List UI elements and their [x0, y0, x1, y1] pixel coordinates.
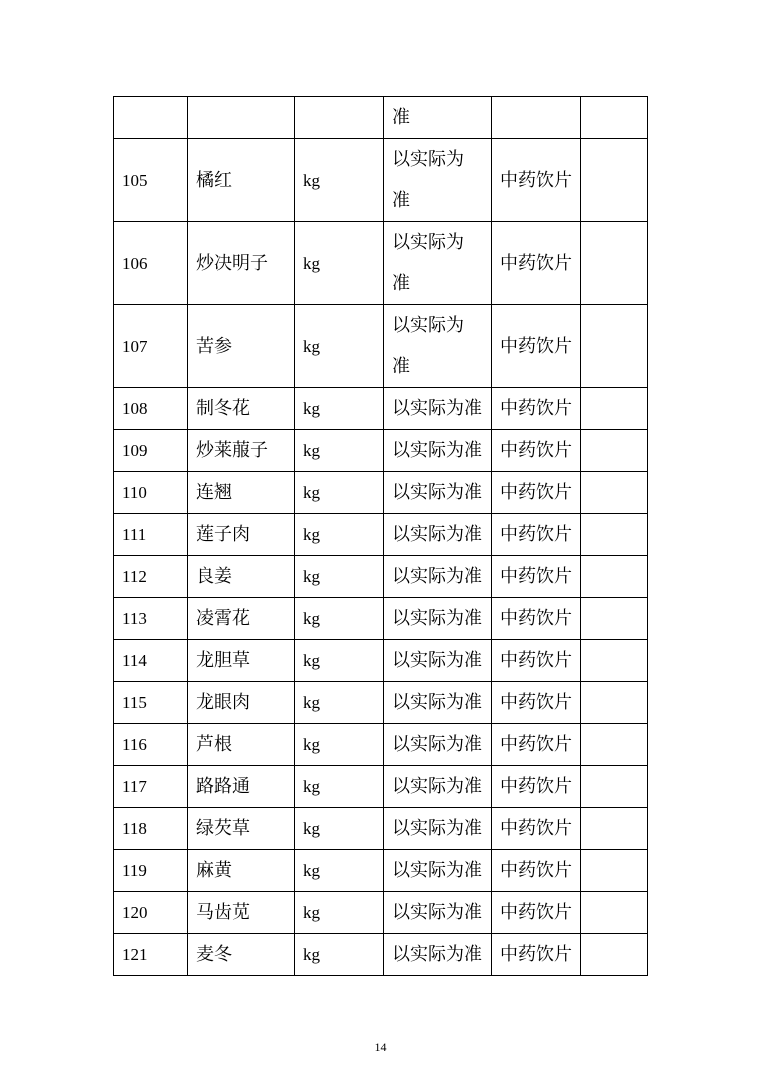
cell-category: 中药饮片: [492, 892, 581, 934]
cell-note: [581, 850, 648, 892]
cell-unit: kg: [295, 222, 384, 305]
cell-price: 以实际为准: [384, 724, 492, 766]
page-number: 14: [374, 1040, 387, 1054]
cell-no: 120: [114, 892, 188, 934]
cell-note: [581, 430, 648, 472]
table-row: [114, 222, 648, 305]
cell-name: 炒决明子: [188, 222, 295, 305]
cell-unit: kg: [295, 388, 384, 430]
cell-price-line1: 以实际为: [392, 232, 464, 252]
cell-no: 107: [114, 305, 188, 388]
cell-category: 中药饮片: [492, 514, 581, 556]
cell-no: 121: [114, 934, 188, 976]
cell-price: [384, 305, 492, 388]
cell-price: 以实际为准: [384, 850, 492, 892]
cell-note: [581, 808, 648, 850]
medicine-table: [113, 96, 648, 976]
cell-name: 良姜: [188, 556, 295, 598]
cell-name: 连翘: [188, 472, 295, 514]
cell-unit: kg: [295, 934, 384, 976]
cell-category: 中药饮片: [492, 808, 581, 850]
cell-price: 准: [384, 97, 492, 139]
table-row: [114, 388, 648, 430]
cell-unit: kg: [295, 808, 384, 850]
cell-price: [384, 222, 492, 305]
cell-no: 118: [114, 808, 188, 850]
cell-name: 龙胆草: [188, 640, 295, 682]
cell-name: 制冬花: [188, 388, 295, 430]
cell-price: 以实际为准: [384, 598, 492, 640]
cell-name: 龙眼肉: [188, 682, 295, 724]
cell-name: 马齿苋: [188, 892, 295, 934]
cell-name: 麦冬: [188, 934, 295, 976]
table-row: [114, 598, 648, 640]
cell-unit: kg: [295, 556, 384, 598]
cell-note: [581, 472, 648, 514]
cell-price: 以实际为准: [384, 388, 492, 430]
cell-price: 以实际为准: [384, 934, 492, 976]
cell-name: 炒莱菔子: [188, 430, 295, 472]
cell-unit: kg: [295, 139, 384, 222]
cell-unit: kg: [295, 430, 384, 472]
cell-no: 119: [114, 850, 188, 892]
table-row: [114, 556, 648, 598]
cell-name: 路路通: [188, 766, 295, 808]
cell-category: 中药饮片: [492, 934, 581, 976]
cell-price-line1: 以实际为: [392, 315, 464, 335]
cell-note: [581, 640, 648, 682]
table-row: [114, 472, 648, 514]
cell-category: 中药饮片: [492, 850, 581, 892]
cell-no: [114, 97, 188, 139]
cell-name: 苦参: [188, 305, 295, 388]
cell-price-line2: 准: [392, 190, 410, 210]
table-row: [114, 305, 648, 388]
cell-category: [492, 97, 581, 139]
cell-category: 中药饮片: [492, 598, 581, 640]
cell-price: 以实际为准: [384, 682, 492, 724]
cell-note: [581, 222, 648, 305]
cell-unit: kg: [295, 766, 384, 808]
cell-unit: kg: [295, 682, 384, 724]
cell-category: 中药饮片: [492, 556, 581, 598]
cell-note: [581, 724, 648, 766]
cell-category: 中药饮片: [492, 305, 581, 388]
table-row: [114, 850, 648, 892]
table-row-continuation: [114, 97, 648, 139]
cell-name: [188, 97, 295, 139]
cell-note: [581, 934, 648, 976]
cell-unit: [295, 97, 384, 139]
cell-no: 113: [114, 598, 188, 640]
cell-price: 以实际为准: [384, 556, 492, 598]
cell-category: 中药饮片: [492, 724, 581, 766]
table-row: [114, 514, 648, 556]
cell-unit: kg: [295, 892, 384, 934]
table-row: [114, 640, 648, 682]
cell-note: [581, 514, 648, 556]
cell-category: 中药饮片: [492, 222, 581, 305]
cell-name: 莲子肉: [188, 514, 295, 556]
cell-price: [384, 139, 492, 222]
cell-unit: kg: [295, 598, 384, 640]
cell-unit: kg: [295, 850, 384, 892]
cell-no: 110: [114, 472, 188, 514]
cell-note: [581, 139, 648, 222]
cell-price: 以实际为准: [384, 640, 492, 682]
cell-note: [581, 388, 648, 430]
cell-no: 109: [114, 430, 188, 472]
cell-note: [581, 97, 648, 139]
cell-price: 以实际为准: [384, 430, 492, 472]
cell-category: 中药饮片: [492, 766, 581, 808]
cell-unit: kg: [295, 472, 384, 514]
cell-no: 106: [114, 222, 188, 305]
cell-note: [581, 766, 648, 808]
cell-name: 绿芡草: [188, 808, 295, 850]
cell-price: 以实际为准: [384, 892, 492, 934]
cell-unit: kg: [295, 514, 384, 556]
table-row: [114, 724, 648, 766]
cell-price: 以实际为准: [384, 766, 492, 808]
cell-category: 中药饮片: [492, 430, 581, 472]
cell-category: 中药饮片: [492, 388, 581, 430]
cell-price: 以实际为准: [384, 514, 492, 556]
cell-no: 108: [114, 388, 188, 430]
cell-note: [581, 682, 648, 724]
cell-no: 111: [114, 514, 188, 556]
standard-rows: [114, 388, 648, 976]
cell-unit: kg: [295, 305, 384, 388]
cell-name: 橘红: [188, 139, 295, 222]
table-row: [114, 766, 648, 808]
cell-note: [581, 892, 648, 934]
cell-name: 凌霄花: [188, 598, 295, 640]
cell-name: 芦根: [188, 724, 295, 766]
wrapped-rows: [114, 139, 648, 388]
table-row: [114, 934, 648, 976]
cell-category: 中药饮片: [492, 640, 581, 682]
cell-note: [581, 598, 648, 640]
cell-no: 112: [114, 556, 188, 598]
medicine-table-body: [114, 97, 648, 139]
cell-unit: kg: [295, 640, 384, 682]
cell-name: 麻黄: [188, 850, 295, 892]
cell-price-line1: 以实际为: [392, 149, 464, 169]
cell-price-line2: 准: [392, 356, 410, 376]
cell-unit: kg: [295, 724, 384, 766]
cell-no: 117: [114, 766, 188, 808]
cell-price: 以实际为准: [384, 472, 492, 514]
table-row: [114, 139, 648, 222]
cell-note: [581, 305, 648, 388]
cell-price-line2: 准: [392, 273, 410, 293]
cell-price: 以实际为准: [384, 808, 492, 850]
table-row: [114, 682, 648, 724]
cell-category: 中药饮片: [492, 139, 581, 222]
cell-note: [581, 556, 648, 598]
cell-no: 116: [114, 724, 188, 766]
cell-category: 中药饮片: [492, 682, 581, 724]
table-row: [114, 892, 648, 934]
cell-no: 115: [114, 682, 188, 724]
table-row: [114, 808, 648, 850]
cell-no: 114: [114, 640, 188, 682]
cell-no: 105: [114, 139, 188, 222]
cell-category: 中药饮片: [492, 472, 581, 514]
table-row: [114, 430, 648, 472]
